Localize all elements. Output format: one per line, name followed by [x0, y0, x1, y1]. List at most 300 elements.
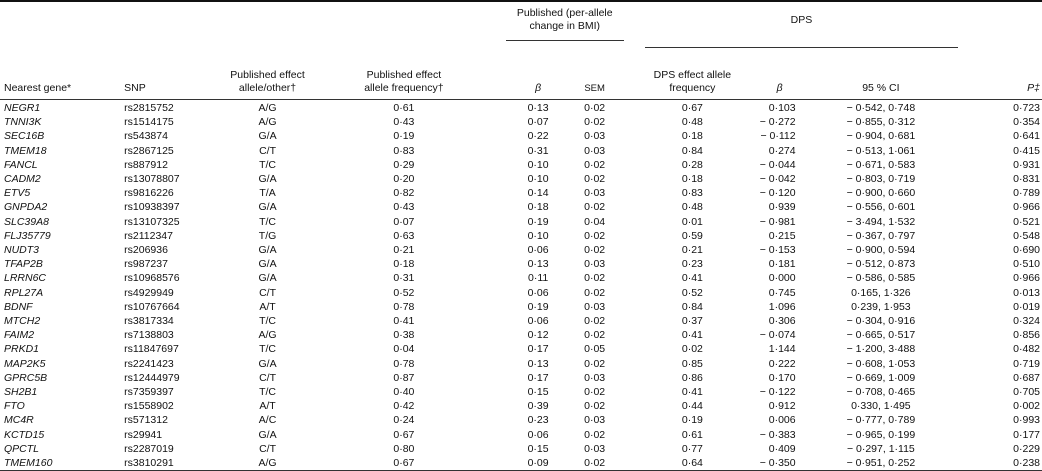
cell-snp: rs2241423: [124, 357, 174, 370]
table-body: [0, 100, 1042, 471]
cell-p-value: 0·238: [1013, 457, 1040, 470]
cell-gene: PRKD1: [4, 343, 40, 356]
cell-dps-ci: − 0·671, 0·583: [846, 158, 916, 171]
table-row: [0, 144, 1042, 158]
cell-pub-sem: 0·03: [584, 130, 606, 143]
cell-gene: MTCH2: [4, 315, 41, 328]
cell-dps-beta: − 0·383: [759, 428, 796, 441]
cell-pub-freq: 0·63: [393, 229, 415, 242]
cell-allele: G/A: [258, 258, 277, 271]
cell-pub-freq: 0·31: [393, 272, 415, 285]
table-row: [0, 215, 1042, 229]
cell-dps-ci: − 0·556, 0·601: [846, 201, 916, 214]
cell-dps-freq: 0·64: [681, 457, 703, 470]
cell-dps-beta: − 0·981: [759, 215, 796, 228]
cell-dps-ci: − 3·494, 1·532: [846, 215, 916, 228]
cell-gene: SLC39A8: [4, 215, 49, 228]
cell-pub-beta: 0·13: [527, 258, 549, 271]
cell-dps-ci: − 0·900, 0·594: [846, 244, 916, 257]
cell-dps-ci: − 0·951, 0·252: [846, 457, 916, 470]
cell-dps-freq: 0·52: [681, 286, 703, 299]
cell-dps-ci: − 0·965, 0·199: [846, 428, 916, 441]
cell-pub-freq: 0·29: [393, 158, 415, 171]
cell-pub-sem: 0·02: [584, 286, 606, 299]
cell-p-value: 0·013: [1013, 286, 1040, 299]
cell-allele: G/A: [258, 428, 277, 441]
group-header-dps: [613, 1, 959, 58]
cell-pub-beta: 0·10: [527, 229, 549, 242]
cell-dps-ci: − 0·665, 0·517: [846, 329, 916, 342]
cell-dps-beta: − 0·074: [759, 329, 796, 342]
table-row: [0, 243, 1042, 257]
group-header-published: [500, 1, 613, 58]
cell-dps-ci: − 0·304, 0·916: [846, 315, 916, 328]
cell-dps-beta: 0·000: [768, 272, 796, 285]
cell-pub-beta: 0·31: [527, 144, 549, 157]
cell-allele: A/G: [258, 329, 277, 342]
cell-dps-beta: 0·745: [768, 286, 796, 299]
table-row: [0, 371, 1042, 385]
cell-dps-ci: − 0·803, 0·719: [846, 173, 916, 186]
cell-snp: rs2815752: [124, 102, 174, 114]
cell-gene: FTO: [4, 400, 25, 413]
cell-snp: rs1558902: [124, 400, 174, 413]
cell-snp: rs10968576: [124, 272, 180, 285]
cell-dps-ci: − 0·367, 0·797: [846, 229, 916, 242]
cell-dps-ci: 0·165, 1·326: [851, 286, 911, 299]
cell-pub-sem: 0·02: [584, 229, 606, 242]
cell-pub-beta: 0·22: [527, 130, 549, 143]
cell-dps-freq: 0·84: [681, 300, 703, 313]
cell-pub-sem: 0·03: [584, 300, 606, 313]
col-allele: Published effect allele/other†: [217, 58, 318, 100]
cell-pub-beta: 0·15: [527, 386, 549, 399]
cell-pub-sem: 0·04: [584, 215, 606, 228]
cell-dps-ci: − 0·297, 1·115: [846, 442, 915, 455]
cell-dps-beta: − 0·112: [760, 130, 796, 143]
cell-dps-freq: 0·41: [681, 272, 703, 285]
cell-dps-freq: 0·48: [681, 116, 703, 129]
table-row: [0, 357, 1042, 371]
cell-allele: A/G: [258, 116, 277, 129]
table-row: [0, 413, 1042, 427]
table-row: [0, 442, 1042, 456]
cell-dps-beta: − 0·153: [759, 244, 796, 257]
cell-p-value: 0·789: [1013, 187, 1040, 200]
col-dps-freq: DPS effect allele frequency: [613, 58, 732, 100]
cell-p-value: 0·856: [1013, 329, 1040, 342]
cell-p-value: 0·641: [1013, 130, 1040, 143]
col-snp: SNP: [120, 58, 217, 100]
cell-pub-freq: 0·67: [393, 428, 415, 441]
cell-p-value: 0·966: [1013, 272, 1040, 285]
cell-pub-freq: 0·07: [393, 215, 415, 228]
cell-p-value: 0·931: [1013, 158, 1040, 171]
cell-p-value: 0·019: [1013, 300, 1040, 313]
cell-allele: G/A: [258, 244, 277, 257]
table-row: [0, 399, 1042, 413]
cell-pub-beta: 0·19: [527, 300, 549, 313]
cell-dps-ci: − 0·512, 0·873: [846, 258, 916, 271]
cell-allele: T/C: [259, 158, 276, 171]
cell-gene: MAP2K5: [4, 357, 46, 370]
cell-p-value: 0·521: [1013, 215, 1040, 228]
cell-dps-beta: 0·170: [768, 371, 796, 384]
cell-pub-beta: 0·06: [527, 286, 549, 299]
cell-gene: NUDT3: [4, 244, 40, 257]
cell-pub-freq: 0·19: [393, 130, 415, 143]
cell-gene: SH2B1: [4, 386, 38, 399]
cell-dps-beta: 0·181: [768, 258, 796, 271]
cell-pub-freq: 0·78: [393, 357, 415, 370]
cell-gene: SEC16B: [4, 130, 45, 143]
cell-pub-freq: 0·21: [393, 244, 415, 257]
table-row: [0, 328, 1042, 342]
cell-dps-beta: 0·939: [768, 201, 796, 214]
cell-dps-beta: − 0·044: [759, 158, 796, 171]
cell-dps-ci: − 0·608, 1·053: [846, 357, 916, 370]
cell-p-value: 0·415: [1013, 144, 1040, 157]
cell-pub-sem: 0·03: [584, 371, 606, 384]
cell-allele: C/T: [259, 286, 276, 299]
cell-p-value: 0·548: [1013, 229, 1040, 242]
cell-allele: T/C: [259, 315, 276, 328]
cell-dps-freq: 0·41: [681, 386, 703, 399]
cell-snp: rs3810291: [124, 457, 174, 470]
cell-pub-sem: 0·03: [584, 187, 606, 200]
cell-dps-freq: 0·67: [681, 102, 703, 114]
cell-pub-beta: 0·10: [527, 173, 549, 186]
cell-pub-sem: 0·02: [584, 102, 606, 114]
cell-allele: A/T: [259, 300, 276, 313]
cell-dps-beta: 0·912: [768, 400, 796, 413]
cell-pub-beta: 0·39: [527, 400, 549, 413]
cell-snp: rs1514175: [124, 116, 174, 129]
cell-p-value: 0·177: [1013, 428, 1040, 441]
cell-dps-ci: − 0·542, 0·748: [846, 102, 916, 114]
cell-p-value: 0·229: [1013, 442, 1040, 455]
table-row: [0, 428, 1042, 442]
cell-pub-freq: 0·80: [393, 442, 415, 455]
cell-allele: T/A: [259, 187, 276, 200]
cell-pub-beta: 0·09: [527, 457, 549, 470]
cell-dps-ci: 0·330, 1·495: [851, 400, 911, 413]
cell-pub-freq: 0·04: [393, 343, 415, 356]
cell-pub-sem: 0·02: [584, 116, 606, 129]
cell-pub-sem: 0·02: [584, 158, 606, 171]
cell-dps-ci: − 0·904, 0·681: [846, 130, 916, 143]
cell-p-value: 0·993: [1013, 414, 1040, 427]
cell-dps-beta: − 0·350: [759, 457, 796, 470]
cell-allele: T/C: [259, 215, 276, 228]
cell-dps-ci: − 0·900, 0·660: [846, 187, 916, 200]
cell-dps-freq: 0·59: [681, 229, 703, 242]
cell-dps-ci: − 0·586, 0·585: [846, 272, 916, 285]
cell-p-value: 0·966: [1013, 201, 1040, 214]
cell-dps-beta: 0·274: [768, 144, 796, 157]
cell-dps-beta: 0·409: [768, 442, 796, 455]
cell-dps-freq: 0·01: [681, 215, 703, 228]
table-row: [0, 115, 1042, 129]
cell-pub-beta: 0·13: [527, 102, 549, 114]
cell-dps-freq: 0·83: [681, 187, 703, 200]
cell-dps-freq: 0·44: [681, 400, 703, 413]
col-pub-sem: SEM: [576, 58, 612, 100]
cell-snp: rs7138803: [124, 329, 174, 342]
cell-dps-freq: 0·18: [681, 173, 703, 186]
cell-gene: BDNF: [4, 300, 33, 313]
cell-pub-sem: 0·03: [584, 144, 606, 157]
cell-gene: GNPDA2: [4, 201, 48, 214]
cell-snp: rs206936: [124, 244, 168, 257]
cell-allele: A/C: [258, 414, 277, 427]
cell-snp: rs10767664: [124, 300, 180, 313]
group-published-label: Published (per-allele change in BMI): [516, 7, 613, 32]
cell-allele: C/T: [259, 371, 276, 384]
cell-allele: G/A: [258, 201, 277, 214]
cell-pub-freq: 0·67: [393, 457, 415, 470]
cell-dps-ci: − 1·200, 3·488: [846, 343, 916, 356]
table-row: [0, 100, 1042, 116]
cell-pub-beta: 0·06: [527, 244, 549, 257]
cell-pub-sem: 0·02: [584, 386, 606, 399]
cell-dps-freq: 0·21: [681, 244, 703, 257]
cell-dps-beta: − 0·272: [759, 116, 796, 129]
cell-dps-beta: 0·222: [768, 357, 796, 370]
cell-pub-beta: 0·14: [527, 187, 549, 200]
cell-gene: LRRN6C: [4, 272, 47, 285]
cell-snp: rs543874: [124, 130, 168, 143]
group-dps-label: DPS: [790, 14, 813, 26]
cell-pub-beta: 0·06: [527, 428, 549, 441]
cell-pub-sem: 0·02: [584, 315, 606, 328]
table-row: [0, 229, 1042, 243]
col-dps-ci: 95 % CI: [803, 58, 960, 100]
cell-allele: G/A: [258, 357, 277, 370]
cell-dps-freq: 0·77: [681, 442, 703, 455]
cell-gene: FANCL: [4, 158, 38, 171]
cell-pub-freq: 0·87: [393, 371, 415, 384]
cell-snp: rs987237: [124, 258, 168, 271]
cell-gene: GPRC5B: [4, 371, 48, 384]
table-row: [0, 129, 1042, 143]
cell-dps-beta: − 0·042: [759, 173, 796, 186]
cell-snp: rs9816226: [124, 187, 174, 200]
cell-pub-sem: 0·02: [584, 400, 606, 413]
cell-gene: KCTD15: [4, 428, 45, 441]
col-gene: Nearest gene*: [0, 58, 120, 100]
cell-dps-freq: 0·85: [681, 357, 703, 370]
cell-gene: TMEM160: [4, 457, 53, 470]
cell-pub-freq: 0·40: [393, 386, 415, 399]
cell-gene: ETV5: [4, 187, 31, 200]
cell-snp: rs29941: [124, 428, 163, 441]
cell-dps-freq: 0·18: [681, 130, 703, 143]
cell-pub-freq: 0·20: [393, 173, 415, 186]
cell-pub-beta: 0·23: [527, 414, 549, 427]
cell-dps-freq: 0·28: [681, 158, 703, 171]
cell-gene: TMEM18: [4, 144, 47, 157]
cell-dps-freq: 0·61: [681, 428, 703, 441]
col-p: P‡: [959, 58, 1042, 100]
col-dps-beta: β: [732, 58, 803, 100]
cell-pub-beta: 0·13: [527, 357, 549, 370]
cell-pub-freq: 0·82: [393, 187, 415, 200]
cell-allele: C/T: [259, 144, 276, 157]
cell-allele: T/C: [259, 343, 276, 356]
cell-pub-beta: 0·15: [527, 442, 549, 455]
cell-pub-beta: 0·06: [527, 315, 549, 328]
cell-p-value: 0·719: [1013, 357, 1040, 370]
cell-gene: CADM2: [4, 173, 41, 186]
cell-snp: rs2287019: [124, 442, 174, 455]
table-row: [0, 300, 1042, 314]
col-pub-freq: Published effect allele frequency†: [318, 58, 500, 100]
cell-dps-freq: 0·84: [681, 144, 703, 157]
cell-pub-freq: 0·24: [393, 414, 415, 427]
table-row: [0, 172, 1042, 186]
cell-allele: A/G: [258, 457, 277, 470]
cell-p-value: 0·002: [1013, 400, 1040, 413]
cell-allele: A/T: [259, 400, 276, 413]
cell-snp: rs4929949: [124, 286, 174, 299]
cell-pub-beta: 0·10: [527, 158, 549, 171]
cell-snp: rs13078807: [124, 173, 180, 186]
cell-pub-sem: 0·02: [584, 272, 606, 285]
cell-dps-freq: 0·48: [681, 201, 703, 214]
cell-gene: NEGR1: [4, 102, 41, 114]
cell-dps-beta: 1·096: [768, 300, 796, 313]
cell-snp: rs2867125: [124, 144, 174, 157]
cell-pub-sem: 0·03: [584, 442, 606, 455]
cell-pub-freq: 0·83: [393, 144, 415, 157]
cell-pub-beta: 0·11: [527, 272, 549, 285]
table-row: [0, 271, 1042, 285]
cell-dps-ci: − 0·669, 1·009: [846, 371, 916, 384]
table-row: [0, 342, 1042, 356]
cell-pub-sem: 0·03: [584, 414, 606, 427]
cell-snp: rs3817334: [124, 315, 174, 328]
cell-pub-beta: 0·18: [527, 201, 549, 214]
cell-gene: FLJ35779: [4, 229, 51, 242]
cell-pub-beta: 0·12: [527, 329, 549, 342]
cell-gene: TNNI3K: [4, 116, 42, 129]
cell-pub-sem: 0·02: [584, 357, 606, 370]
cell-dps-freq: 0·41: [681, 329, 703, 342]
cell-dps-freq: 0·19: [681, 414, 703, 427]
cell-p-value: 0·723: [1013, 102, 1040, 114]
cell-allele: G/A: [258, 130, 277, 143]
cell-dps-beta: 1·144: [768, 343, 796, 356]
cell-pub-beta: 0·07: [527, 116, 549, 129]
cell-dps-freq: 0·23: [681, 258, 703, 271]
cell-allele: G/A: [258, 272, 277, 285]
cell-dps-beta: 0·103: [768, 102, 796, 114]
cell-snp: rs11847697: [124, 343, 179, 356]
cell-pub-sem: 0·02: [584, 173, 606, 186]
table-row: [0, 200, 1042, 214]
cell-gene: MC4R: [4, 414, 34, 427]
table-row: [0, 158, 1042, 172]
cell-p-value: 0·354: [1013, 116, 1040, 129]
cell-pub-sem: 0·02: [584, 329, 606, 342]
cell-pub-sem: 0·03: [584, 258, 606, 271]
cell-pub-freq: 0·43: [393, 116, 415, 129]
cell-pub-freq: 0·41: [393, 315, 415, 328]
cell-dps-ci: − 0·708, 0·465: [846, 386, 916, 399]
cell-allele: A/G: [258, 102, 277, 114]
cell-pub-freq: 0·38: [393, 329, 415, 342]
cell-allele: C/T: [259, 442, 276, 455]
cell-dps-ci: − 0·513, 1·061: [846, 144, 916, 157]
cell-dps-ci: − 0·777, 0·789: [846, 414, 916, 427]
cell-pub-freq: 0·78: [393, 300, 415, 313]
cell-snp: rs2112347: [124, 229, 173, 242]
table-row: [0, 314, 1042, 328]
table-row: [0, 456, 1042, 471]
table-row: [0, 385, 1042, 399]
cell-pub-sem: 0·02: [584, 201, 606, 214]
cell-pub-beta: 0·17: [527, 343, 549, 356]
cell-dps-beta: 0·306: [768, 315, 796, 328]
cell-dps-freq: 0·86: [681, 371, 703, 384]
cell-gene: RPL27A: [4, 286, 44, 299]
cell-p-value: 0·324: [1013, 315, 1040, 328]
cell-dps-beta: 0·215: [768, 229, 796, 242]
cell-pub-sem: 0·02: [584, 428, 606, 441]
cell-gene: TFAP2B: [4, 258, 43, 271]
cell-allele: T/C: [259, 386, 276, 399]
cell-p-value: 0·831: [1013, 173, 1040, 186]
cell-pub-freq: 0·42: [393, 400, 415, 413]
cell-p-value: 0·705: [1013, 386, 1040, 399]
cell-dps-beta: − 0·120: [759, 187, 796, 200]
cell-allele: T/G: [258, 229, 277, 242]
cell-p-value: 0·510: [1013, 258, 1040, 271]
cell-pub-freq: 0·61: [393, 102, 415, 114]
cell-snp: rs887912: [124, 158, 168, 171]
cell-pub-sem: 0·02: [584, 244, 606, 257]
cell-dps-freq: 0·02: [681, 343, 703, 356]
table-row: [0, 186, 1042, 200]
cell-snp: rs12444979: [124, 371, 180, 384]
cell-p-value: 0·690: [1013, 244, 1040, 257]
cell-dps-beta: − 0·122: [759, 386, 796, 399]
cell-p-value: 0·482: [1013, 343, 1040, 356]
cell-snp: rs7359397: [124, 386, 174, 399]
cell-dps-ci: − 0·855, 0·312: [846, 116, 916, 129]
cell-snp: rs13107325: [124, 215, 180, 228]
table-row: [0, 286, 1042, 300]
cell-pub-freq: 0·52: [393, 286, 415, 299]
cell-pub-freq: 0·43: [393, 201, 415, 214]
cell-dps-freq: 0·37: [681, 315, 703, 328]
cell-dps-beta: 0·006: [768, 414, 796, 427]
cell-pub-freq: 0·18: [393, 258, 415, 271]
cell-dps-ci: 0·239, 1·953: [851, 300, 911, 313]
cell-pub-sem: 0·02: [584, 457, 606, 470]
cell-gene: FAIM2: [4, 329, 35, 342]
cell-snp: rs10938397: [124, 201, 180, 214]
cell-allele: G/A: [258, 173, 277, 186]
cell-pub-beta: 0·19: [527, 215, 549, 228]
cell-pub-beta: 0·17: [527, 371, 549, 384]
col-pub-beta: β: [500, 58, 577, 100]
table-row: [0, 257, 1042, 271]
cell-gene: QPCTL: [4, 442, 40, 455]
cell-pub-sem: 0·05: [584, 343, 606, 356]
cell-p-value: 0·687: [1013, 371, 1040, 384]
